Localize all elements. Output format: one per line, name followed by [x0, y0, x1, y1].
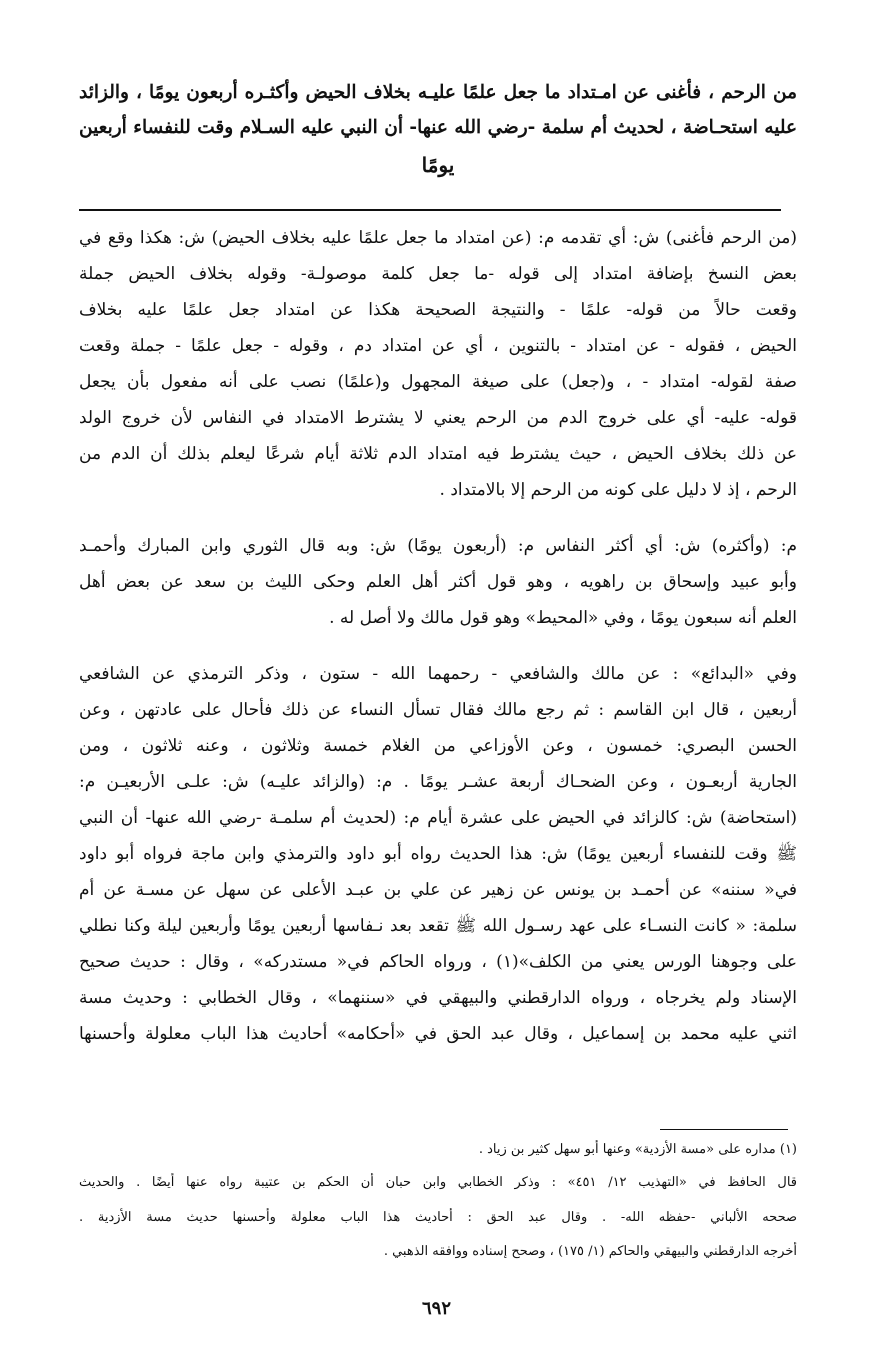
commentary-line: الجارية أربعـون ، وعن الضحـاك أربعة عشـر يومًا . م: (والزائد عليـه) ش: علـى الأربعيـن م:	[79, 772, 797, 792]
commentary-line: أربعين ، قال ابن القاسم : ثم رجع مالك فقال تسأل النساء عن ذلك فأحال على عادتهن ، وعن	[79, 700, 797, 720]
commentary-line: الإسناد ولم يخرجاه ، ورواه الدارقطني والبيهقي في «سننهما» ، وقال الخطابي : وحديث مسة	[79, 988, 797, 1008]
commentary-line: م: (وأكثره) ش: أي أكثر النفاس م: (أربعون يومًا) ش: وبه قال الثوري وابن المبارك وأحمـد	[79, 536, 797, 556]
commentary-line: وقعت حالاً من قوله- علمًا - والنتيجة الصحيحة هكذا عن امتداد جعل علمًا عليه بخلاف	[79, 300, 797, 320]
commentary-line: صفة لقوله- امتداد - ، و(جعل) على صيغة المجهول و(علمًا) نصب على أنه مفعول بأن يجعل	[79, 372, 797, 392]
commentary-line: الرحم ، إذ لا دليل على كونه من الرحم إلا بالامتداد .	[439, 480, 797, 500]
footnote-line: قال الحافظ في «التهذيب ١٢/ ٤٥١» : وذكر الخطابي وابن حبان أن الحكم بن عتيبة رواه عنها أيضًا . والحديث	[79, 1175, 797, 1190]
commentary-line: وفي «البدائع» : عن مالك والشافعي - رحمهما الله - ستون ، وذكر الترمذي عن الشافعي	[79, 664, 797, 684]
footnote-line: (١) مداره على «مسة الأزدية» وعنها أبو سهل كثير بن زياد .	[478, 1142, 797, 1157]
footnote-divider	[660, 1129, 788, 1130]
commentary-line: على وجوهنا الورس يعني من الكلف»(١) ، ورواه الحاكم في« مستدركه» ، وقال : حديث صحيح	[79, 952, 797, 972]
footnote-line: صححه الألباني -حفظه الله- . وقال عبد الحق : أحاديث هذا الباب معلولة وأحسنها حديث مسة الأزدية .	[79, 1210, 797, 1225]
commentary-line: ﷺ وقت للنفساء أربعين يومًا) ش: هذا الحديث رواه أبو داود والترمذي وابن ماجة فرواه أبو داود	[79, 844, 797, 864]
main-text-line: يومًا	[421, 153, 455, 177]
commentary-line: قوله- عليه- أي على خروج الدم من الرحم يعني لا يشترط الامتداد في النفاس لأن خروج الولد	[79, 408, 797, 428]
commentary-line: في« سننه» عن أحمـد بن يونس عن زهير عن علي بن عبـد الأعلى عن سهل عن مسـة عن أم	[79, 880, 797, 900]
commentary-line: اثني عليه محمد بن إسماعيل ، وقال عبد الحق في «أحكامه» أحاديث هذا الباب معلولة وأحسنها	[79, 1024, 797, 1044]
commentary-line: عن ذلك بخلاف الحيض ، حيث يشترط فيه امتداد الدم ثلاثة أيام شرعًا ليعلم بذلك أن الدم من	[79, 444, 797, 464]
main-text-line: عليه استحـاضة ، لحديث أم سلمة -رضي الله عنها- أن النبي عليه السـلام وقت للنفساء أربعين	[79, 117, 797, 138]
section-divider	[79, 209, 781, 211]
commentary-line: الحسن البصري: خمسون ، وعن الأوزاعي من الغلام خمسة وثلاثون ، وعنه ثلاثون ، ومن	[79, 736, 797, 756]
commentary-line: سلمة: « كانت النسـاء على عهد رسـول الله ﷺ تقعد بعد نـفاسها أربعين يومًا وأربعين ليلة وكنا نطلي	[79, 916, 797, 936]
main-text-line: من الرحم ، فأغنى عن امـتداد ما جعل علمًا عليـه بخلاف الحيض وأكثـره أربعون يومًا ، والزائد	[79, 82, 797, 103]
commentary-line: الحيض ، فقوله - عن امتداد - بالتنوين ، أي عن امتداد دم ، وقوله - جعل علمًا - جملة وقعت	[79, 336, 797, 356]
footnote-line: أخرجه الدارقطني والبيهقي والحاكم (١/ ١٧٥) ، وصحح إسناده ووافقه الذهبي .	[383, 1244, 797, 1259]
commentary-line: (استحاضة) ش: كالزائد في الحيض على عشرة أيام م: (لحديث أم سلمـة -رضي الله عنها- أن النبي	[79, 808, 797, 828]
commentary-line: بعض النسخ بإضافة امتداد إلى قوله -ما جعل كلمة موصولـة- وقوله بخلاف الحيض جملة	[79, 264, 797, 284]
commentary-line: العلم أنه سبعون يومًا ، وفي «المحيط» وهو قول مالك ولا أصل له .	[329, 608, 797, 628]
commentary-line: (من الرحم فأغنى) ش: أي تقدمه م: (عن امتداد ما جعل علمًا عليه بخلاف الحيض) ش: هكذا وقع في	[79, 228, 797, 248]
commentary-line: وأبو عبيد وإسحاق بن راهويه ، وهو قول أكثر أهل العلم وحكى الليث بن سعد عن بعض أهل	[79, 572, 797, 592]
page-number: ٦٩٢	[421, 1298, 451, 1319]
